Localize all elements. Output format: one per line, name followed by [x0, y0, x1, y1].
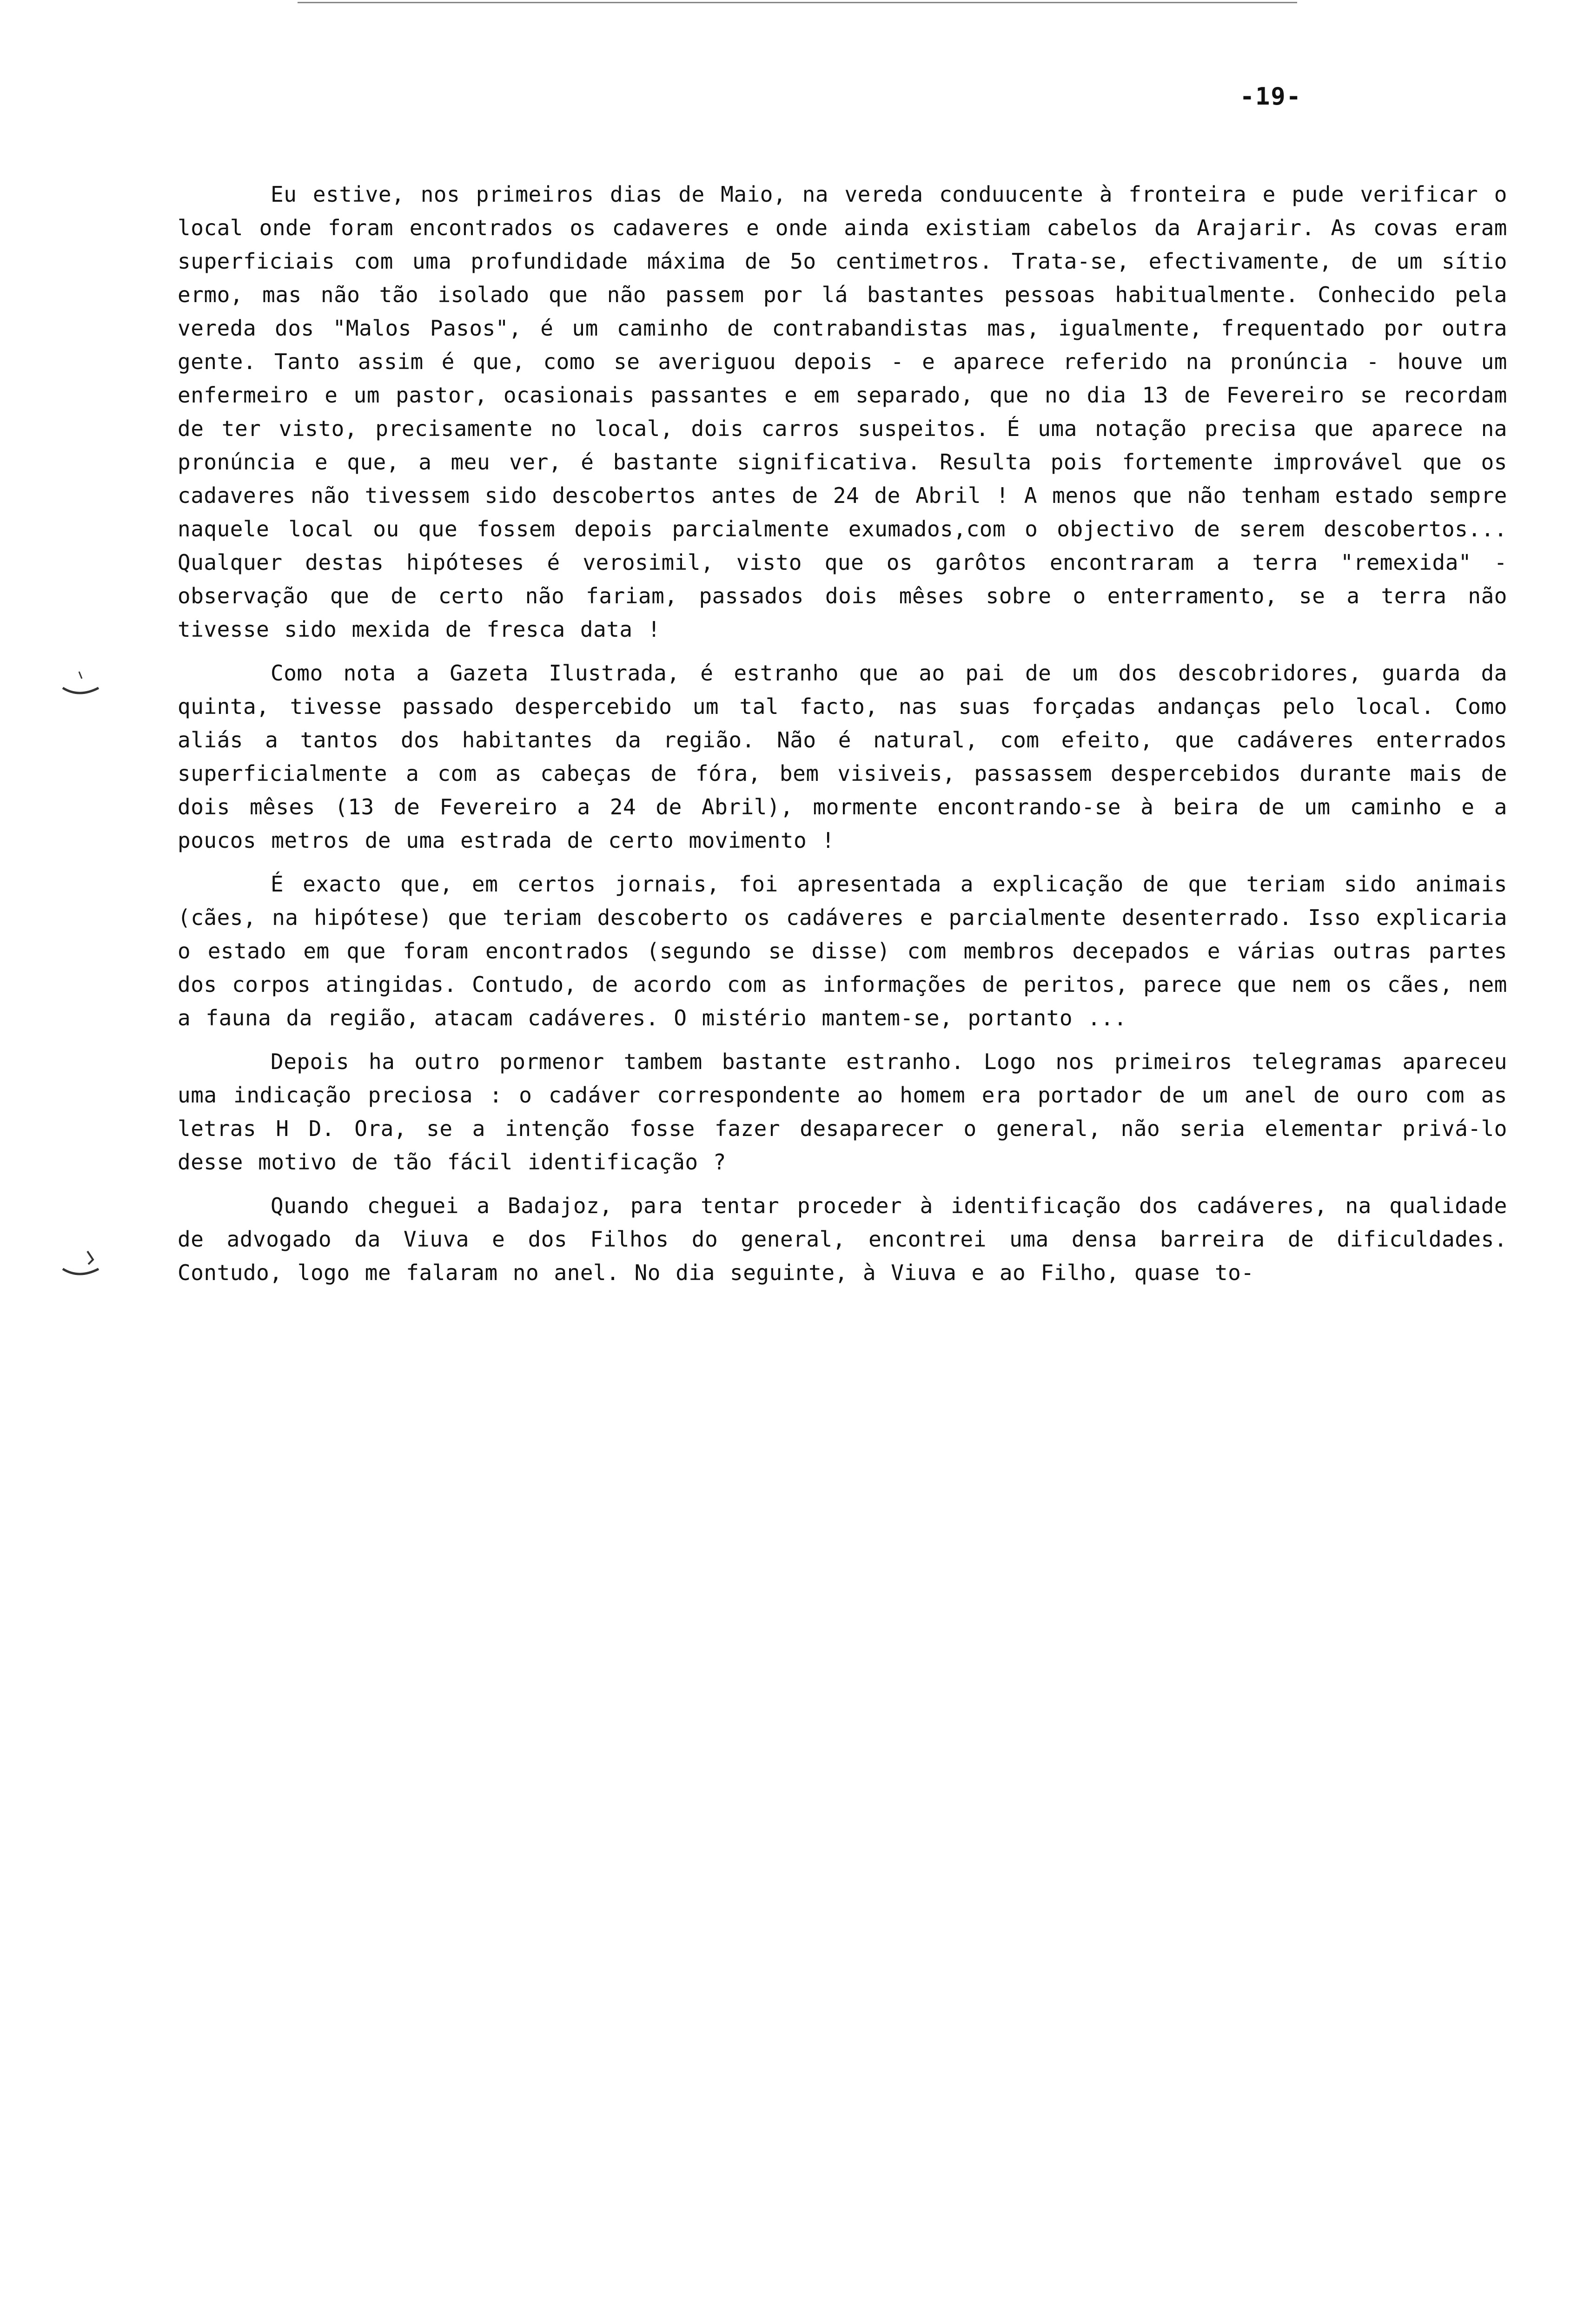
paragraph-4: Depois ha outro pormenor tambem bastante estranho. Logo nos primeiros telegramas apareceu uma indicação preciosa : o cadáver correspondente ao homem era portador de um anel de ouro com as letras H D. Ora, se a intenção fosse fazer desaparecer o general, não seria elementar privá-lo desse motivo de tão fácil identificação ? [178, 1049, 1507, 1175]
top-edge-rule [298, 2, 1297, 3]
paragraph-1: Eu estive, nos primeiros dias de Maio, na vereda conduucente à fronteira e pude verificar o local onde foram encontrados os cadaveres e onde ainda existiam cabelos da Arajarir. As covas eram superficiais com uma profundidade máxima de 5o centimetros. Trata-se, efectivamente, de um sítio ermo, mas não tão isolado que não passem por lá bastantes pessoas habitualmente. Conhecido pela vereda dos "Malos Pasos", é um caminho de contrabandistas mas, igualmente, frequentado por outra gente. Tanto assim é que, como se averiguou depois - e aparece referido na pronúncia - houve um enfermeiro e um pastor, ocasionais passantes e em separado, que no dia 13 de Fevereiro se recordam de ter visto, precisamente no local, dois carros suspeitos. É uma notação precisa que aparece na pronúncia e que, a meu ver, é bastante significativa. Resulta pois fortemente improvável que os cadaveres não tivessem sido descobertos antes de 24 de Abril ! A menos que não tenham estado sempre naquele local ou que fossem depois parcialmente exumados,com o objectivo de serem descobertos... Qualquer destas hipóteses é verosimil, visto que os garôtos encontraram a terra "remexida" - observação que de certo não fariam, passados dois mêses sobre o enterramento, se a terra não tivesse sido mexida de fresca data ! [178, 182, 1507, 642]
margin-pencil-mark [60, 1250, 102, 1283]
paragraph-3: É exacto que, em certos jornais, foi apresentada a explicação de que teriam sido animais (cães, na hipótese) que teriam descoberto os cadáveres e parcialmente desenterrado. Isso explicaria o estado em que foram encontrados (segundo se disse) com membros decepados e várias outras partes dos corpos atingidas. Contudo, de acordo com as informações de peritos, parece que nem os cães, nem a fauna da região, atacam cadáveres. O mistério mantem-se, portanto ... [178, 872, 1507, 1030]
paragraph-5: Quando cheguei a Badajoz, para tentar proceder à identificação dos cadáveres, na qualidade de advogado da Viuva e dos Filhos do general, encontrei uma densa barreira de dificuldades. Contudo, logo me falaram no anel. No dia seguinte, à Viuva e ao Filho, quase to- [178, 1193, 1507, 1285]
body-text [178, 178, 1507, 1289]
margin-pencil-mark [60, 669, 102, 702]
paragraph-2: Como nota a Gazeta Ilustrada, é estranho que ao pai de um dos descobridores, guarda da quinta, tivesse passado despercebido um tal facto, nas suas forçadas andanças pelo local. Como aliás a tantos dos habitantes da região. Não é natural, com efeito, que cadáveres enterrados superficialmente a com as cabeças de fóra, bem visiveis, passassem despercebidos durante mais de dois mêses (13 de Fevereiro a 24 de Abril), mormente encontrando-se à beira de um caminho e a poucos metros de uma estrada de certo movimento ! [178, 660, 1507, 853]
page-number: -19- [1239, 83, 1302, 111]
